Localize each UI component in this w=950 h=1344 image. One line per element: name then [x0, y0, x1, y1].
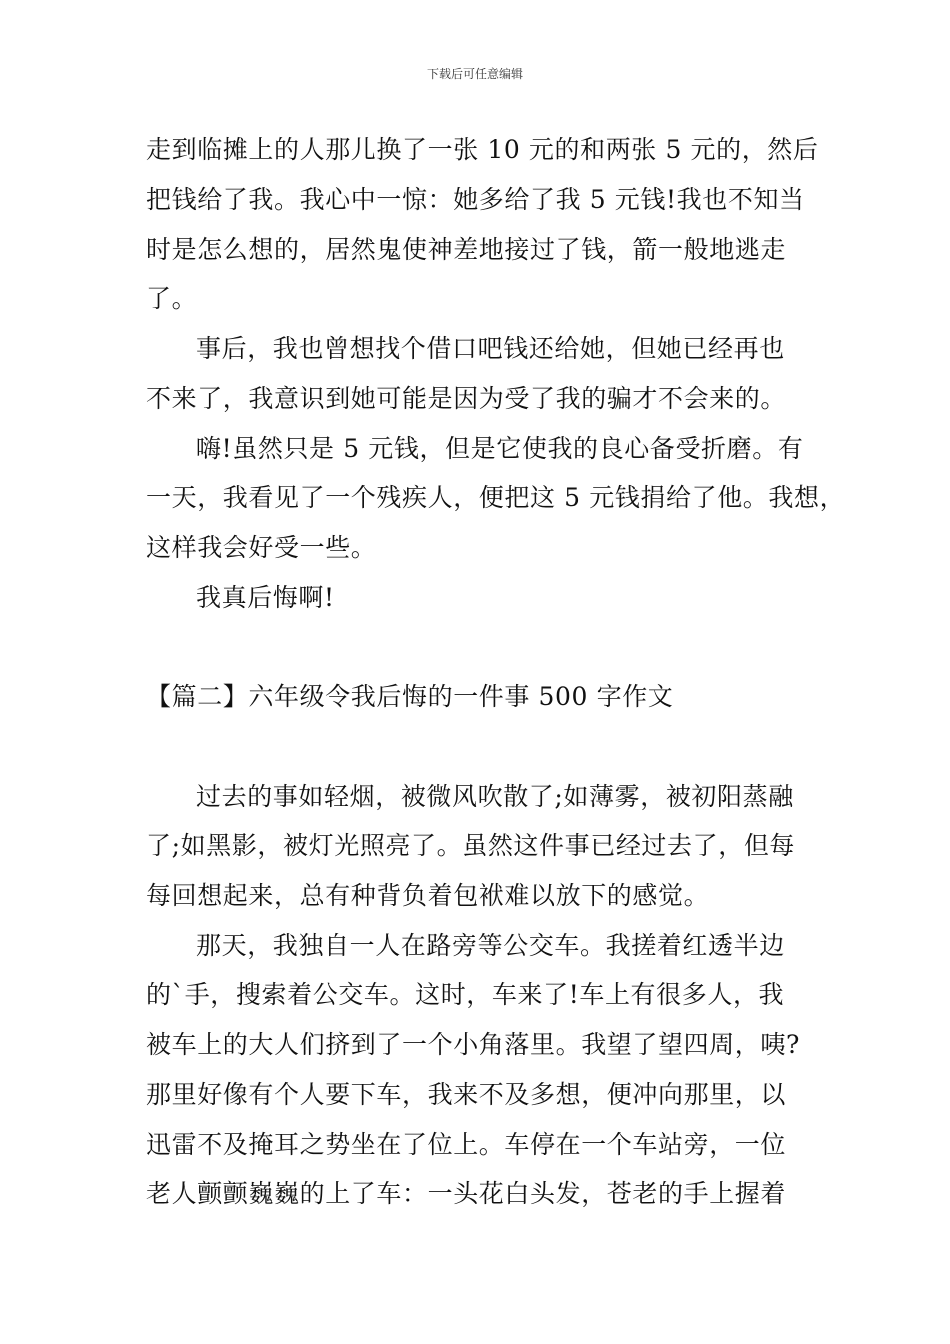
section-heading: 【篇二】六年级令我后悔的一件事 500 字作文	[146, 682, 674, 711]
text-line: 每回想起来，总有种背负着包袱难以放下的感觉。	[146, 881, 710, 910]
text-line: 把钱给了我。我心中一惊：她多给了我 5 元钱!我也不知当	[146, 185, 805, 214]
page-header: 下载后可任意编辑	[426, 67, 523, 81]
text-line: 时是怎么想的，居然鬼使神差地接过了钱，箭一般地逃走	[146, 235, 787, 264]
text-line: 走到临摊上的人那儿换了一张 10 元的和两张 5 元的，然后	[146, 135, 819, 164]
text-line: 那里好像有个人要下车，我来不及多想，便冲向那里，以	[146, 1080, 787, 1109]
text-line: 那天，我独自一人在路旁等公交车。我搓着红透半边	[196, 931, 785, 960]
text-line: 事后，我也曾想找个借口吧钱还给她，但她已经再也	[196, 334, 785, 363]
text-line: 一天，我看见了一个残疾人，便把这 5 元钱捐给了他。我想，	[146, 483, 846, 512]
text-line: 我真后悔啊!	[196, 583, 335, 612]
text-line: 的`手，搜索着公交车。这时，车来了!车上有很多人，我	[146, 980, 785, 1009]
text-line: 不来了，我意识到她可能是因为受了我的骗才不会来的。	[146, 384, 787, 413]
text-line: 迅雷不及掩耳之势坐在了位上。车停在一个车站旁，一位	[146, 1130, 787, 1159]
text-line: 过去的事如轻烟，被微风吹散了;如薄雾，被初阳蒸融	[196, 782, 794, 811]
text-line: 嗨!虽然只是 5 元钱，但是它使我的良心备受折磨。有	[196, 434, 804, 463]
text-line: 了。	[146, 284, 198, 313]
text-line: 这样我会好受一些。	[146, 533, 377, 562]
text-line: 老人颤颤巍巍的上了车：一头花白头发，苍老的手上握着	[146, 1179, 787, 1208]
text-line: 了;如黑影，被灯光照亮了。虽然这件事已经过去了，但每	[146, 831, 796, 860]
text-line: 被车上的大人们挤到了一个小角落里。我望了望四周，咦?	[146, 1030, 801, 1059]
